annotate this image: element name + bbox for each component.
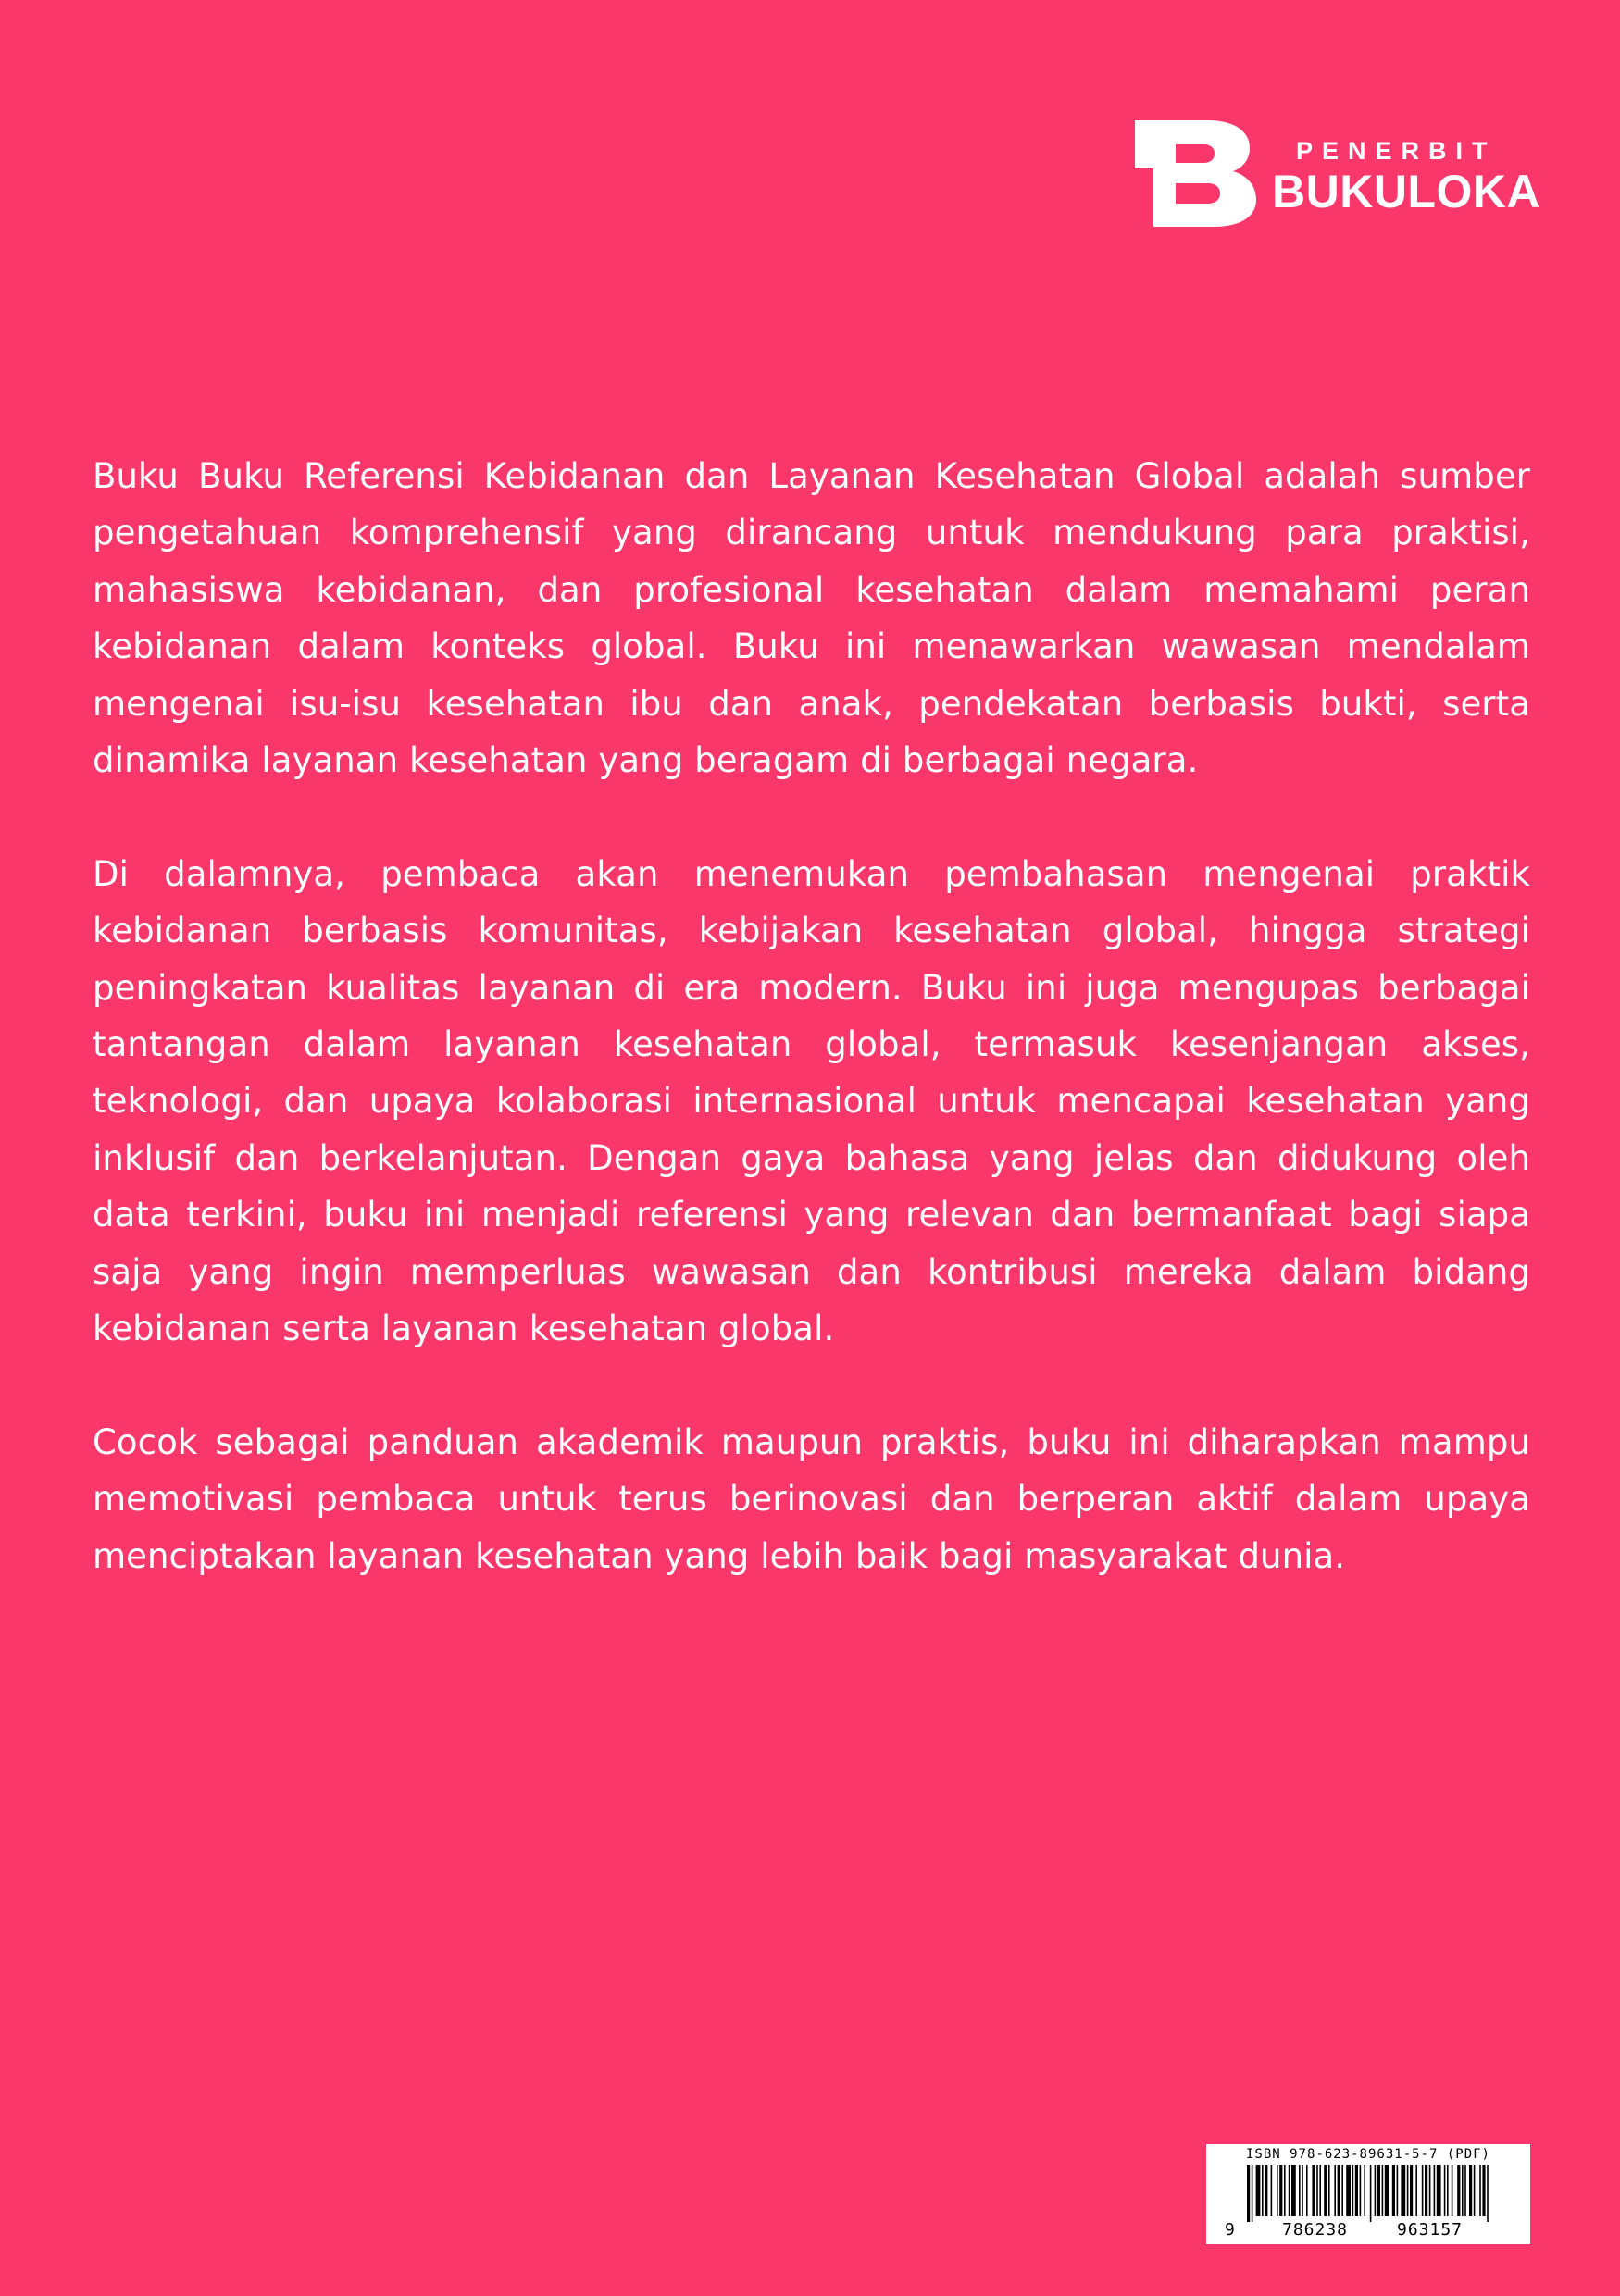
barcode-bar xyxy=(1346,2165,1351,2216)
barcode-bar xyxy=(1289,2165,1290,2216)
barcode-bar xyxy=(1279,2165,1282,2216)
barcode-bar xyxy=(1312,2165,1315,2216)
barcode-bar xyxy=(1482,2165,1485,2216)
barcode-bar xyxy=(1334,2165,1336,2216)
barcode-bar xyxy=(1338,2165,1340,2216)
barcode-bar xyxy=(1252,2165,1253,2222)
barcode-bar xyxy=(1352,2165,1354,2216)
publisher-logo xyxy=(1135,120,1551,227)
barcode-bar xyxy=(1410,2165,1413,2216)
barcode-bar xyxy=(1299,2165,1301,2216)
barcode-bar xyxy=(1479,2165,1481,2216)
barcode-bar xyxy=(1319,2165,1321,2216)
barcode-bar xyxy=(1385,2165,1389,2216)
barcode-bar xyxy=(1422,2165,1424,2216)
book-blurb xyxy=(93,448,1530,1641)
b-letter-logo-icon xyxy=(1135,120,1260,227)
barcode-digit-first: 9 xyxy=(1225,2220,1236,2240)
barcode-bar xyxy=(1324,2165,1327,2216)
barcode-bar xyxy=(1377,2165,1380,2216)
publisher-name xyxy=(1272,137,1550,217)
blurb-paragraph-1: Buku Buku Referensi Kebidanan dan Layanan Kesehatan Global adalah sumber pengetahuan komprehensif yang dirancang untuk mendukung para praktisi, mahasiswa kebidanan, dan profesional kesehatan dalam memahami peran kebidanan dalam konteks global. Buku ini menawarkan wawasan mendalam mengenai isu-isu kesehatan ibu dan anak, pendekatan berbasis bukti, serta dinamika layanan kesehatan yang beragam di berbagai negara. xyxy=(93,456,1530,781)
barcode-bar xyxy=(1271,2165,1273,2216)
publisher-label-small: PENERBIT xyxy=(1296,137,1497,165)
barcode-bar xyxy=(1464,2165,1466,2216)
barcode-bar xyxy=(1341,2165,1343,2216)
blurb-paragraph-2: Di dalamnya, pembaca akan menemukan pembahasan mengenai praktik kebidanan berbasis komunitas, kebijakan kesehatan global, hingga strategi peningkatan kualitas layanan di era modern. Buku ini juga mengupas berbagai tantangan dalam layanan kesehatan global, termasuk kesenjangan akses, teknologi, dan upaya kolaborasi internasional untuk mencapai kesehatan yang inklusif dan berkelanjutan. Dengan gaya bahasa yang jelas dan didukung oleh data terkini, buku ini menjadi referensi yang relevan dan bermanfaat bagi siapa saja yang ingin memperluas wawasan dan kontribusi mereka dalam bidang kebidanan serta layanan kesehatan global. xyxy=(93,853,1530,1349)
publisher-label-big: BUKULOKA xyxy=(1272,166,1541,217)
barcode-bar xyxy=(1256,2165,1261,2216)
barcode-bar xyxy=(1469,2165,1472,2216)
barcode-bar xyxy=(1401,2165,1405,2216)
barcode-bar xyxy=(1364,2165,1365,2216)
barcode-bar xyxy=(1462,2165,1464,2216)
barcode-bar xyxy=(1265,2165,1267,2216)
isbn-label: ISBN 978-623-89631-5-7 (PDF) xyxy=(1245,2147,1490,2162)
barcode-bar xyxy=(1415,2165,1417,2216)
barcode-bar xyxy=(1302,2165,1303,2216)
barcode-bar xyxy=(1291,2165,1296,2216)
barcode-bar xyxy=(1397,2165,1399,2216)
barcode-bar xyxy=(1360,2165,1362,2216)
barcode-bar xyxy=(1316,2165,1318,2216)
barcode-bar xyxy=(1262,2165,1264,2216)
isbn-barcode xyxy=(1206,2144,1530,2244)
barcode-bar xyxy=(1370,2165,1372,2222)
barcode-bar xyxy=(1434,2165,1436,2216)
barcode-bar xyxy=(1328,2165,1330,2216)
barcode-bar xyxy=(1277,2165,1278,2216)
barcode-bar xyxy=(1392,2165,1395,2216)
blurb-paragraph-3: Cocok sebagai panduan akademik maupun praktis, buku ini diharapkan mampu memotivasi pembaca untuk terus berinovasi dan berperan aktif dalam upaya menciptakan layanan kesehatan yang lebih baik bagi masyarakat dunia. xyxy=(93,1421,1530,1576)
barcode-bar xyxy=(1425,2165,1427,2216)
barcode-bar xyxy=(1355,2165,1358,2216)
barcode-bar xyxy=(1444,2165,1446,2216)
barcode-bar xyxy=(1284,2165,1286,2216)
barcode-bar xyxy=(1407,2165,1409,2216)
barcode-bar xyxy=(1429,2165,1431,2216)
barcode-bar xyxy=(1452,2165,1453,2216)
barcode-bar xyxy=(1247,2165,1250,2222)
barcode-bar xyxy=(1306,2165,1308,2216)
barcode-bar xyxy=(1447,2165,1449,2216)
barcode-bar xyxy=(1382,2165,1384,2216)
barcode-bar xyxy=(1375,2165,1377,2216)
barcode-digits-left: 786238 xyxy=(1282,2220,1349,2240)
barcode-bar xyxy=(1487,2165,1489,2222)
barcode-digits-right: 963157 xyxy=(1397,2220,1464,2240)
barcode-bar xyxy=(1474,2165,1476,2216)
barcode-bars-icon xyxy=(1247,2165,1497,2222)
barcode-bar xyxy=(1437,2165,1441,2216)
barcode-bar xyxy=(1457,2165,1460,2216)
